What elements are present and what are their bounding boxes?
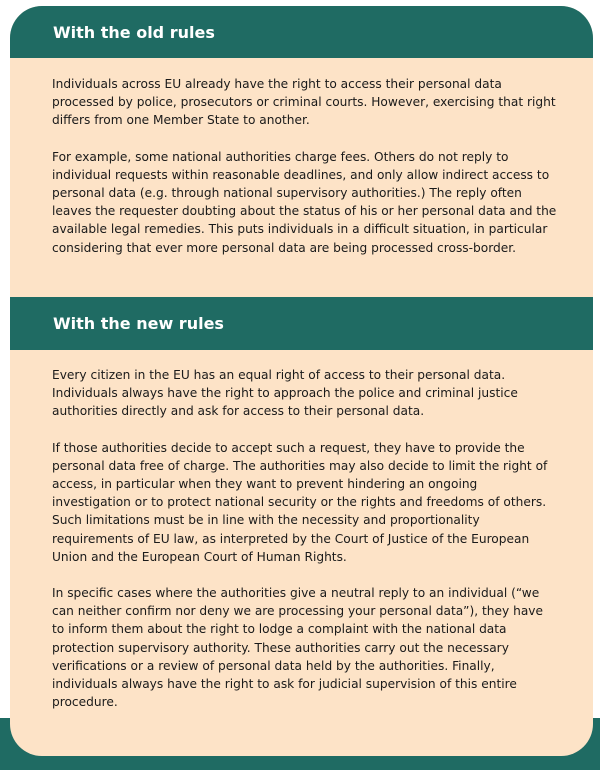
old-rules-header (10, 6, 593, 58)
new-rules-title: With the new rules (53, 314, 224, 333)
new-rules-paragraph-1: Every citizen in the EU has an equal right of access to their personal data. Individuals always have the right to approach the police and criminal justice authorities directly and ask for access to their personal data. (52, 368, 518, 419)
old-rules-body (10, 58, 593, 297)
new-rules-header (10, 297, 593, 350)
old-rules-title: With the old rules (53, 22, 215, 42)
old-rules-paragraph-2: For example, some national authorities charge fees. Others do not reply to individual requests within reasonable deadlines, and only allow indirect access to personal data (e.g. through national supervisory authorities.) The reply often leaves the requester doubting about the status of his or her personal data and the available legal remedies. This puts individuals in a difficult situation, in particular considering that ever more personal data are being processed cross-border. (52, 149, 557, 255)
info-card (10, 6, 593, 756)
new-rules-body (10, 350, 593, 711)
old-rules-paragraph-1: Individuals across EU already have the right to access their personal data processed by police, prosecutors or criminal courts. However, exercising that right differs from one Member State to another. (52, 77, 556, 128)
new-rules-paragraph-3: In specific cases where the authorities give a neutral reply to an individual (“we can neither confirm nor deny we are processing your personal data”), they have to inform them about the right to lodge a complaint with the national data protection supervisory authority. These authorities carry out the necessary verifications or a review of personal data held by the authorities. Finally, individuals always have the right to ask for judicial supervision of this entire procedure. (52, 586, 543, 710)
new-rules-paragraph-2: If those authorities decide to accept such a request, they have to provide the personal data free of charge. The authorities may also decide to limit the right of access, in particular when they want to prevent hindering an ongoing investigation or to protect national security or the rights and freedoms of others. Such limitations must be in line with the necessity and proportionality requirements of EU law, as interpreted by the Court of Justice of the European Union and the European Court of Human Rights. (52, 440, 548, 564)
